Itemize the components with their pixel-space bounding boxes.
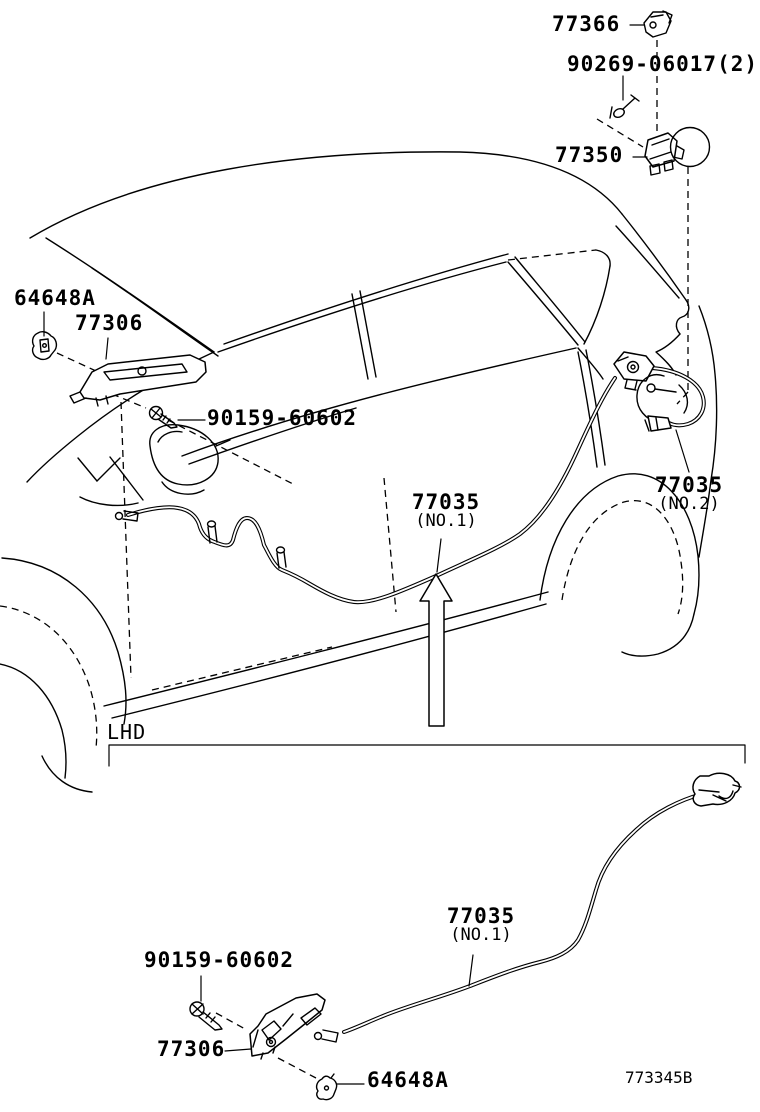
opener-handle-77306-top xyxy=(70,355,206,406)
leader-lines xyxy=(44,25,689,1084)
callout-90269-06017: 90269-06017(2) xyxy=(567,52,759,76)
lock-pin xyxy=(647,384,676,392)
diagram-code: 773345B xyxy=(625,1068,693,1087)
fuel-lid-lock-junction xyxy=(614,352,654,390)
part-number-qualifier: (NO.2) xyxy=(658,494,720,515)
opener-handle-77306-bottom xyxy=(250,994,325,1059)
callout-90159-bottom: 90159-60602 xyxy=(144,948,295,972)
part-number: 77035 xyxy=(411,490,481,514)
screw-90159-bottom xyxy=(190,1002,222,1030)
clip-77366 xyxy=(644,11,672,37)
callout-77035-no1-top xyxy=(390,491,502,531)
quarter-recess-arc xyxy=(679,385,687,413)
assembly-dashed-links xyxy=(57,40,688,1078)
variant-label-lhd: LHD xyxy=(107,720,147,744)
part-number-qualifier: (NO.1) xyxy=(415,511,477,532)
callout-90159-top: 90159-60602 xyxy=(207,406,358,430)
car-outline xyxy=(0,152,717,792)
callout-77306-bottom: 77306 xyxy=(157,1037,226,1061)
part-number: 77035 xyxy=(446,904,516,928)
cable-connector-end xyxy=(693,773,741,806)
quarter-recess-arc xyxy=(637,375,664,422)
screw-pin-90269 xyxy=(610,95,639,119)
clip-64648a-bottom xyxy=(317,1074,337,1100)
release-cable-no2 xyxy=(614,352,704,431)
part-number-qualifier: (NO.1) xyxy=(450,925,512,946)
fuel-lid-parts xyxy=(610,11,710,175)
side-mirror xyxy=(150,425,230,494)
callout-77035-no2 xyxy=(634,474,744,514)
callout-64648a-bottom: 64648A xyxy=(367,1068,449,1092)
lhd-bracket xyxy=(109,745,745,766)
callout-77035-no1-bottom xyxy=(426,905,536,945)
cable-end-fitting-bottom xyxy=(315,1030,339,1042)
cable-end-fitting-no2 xyxy=(645,416,671,431)
release-cable-no1-top xyxy=(116,378,616,602)
fuel-lid-lock-77350 xyxy=(645,133,684,175)
part-number: 77035 xyxy=(654,473,724,497)
callout-77350: 77350 xyxy=(555,143,624,167)
callout-77306-top: 77306 xyxy=(75,311,144,335)
callout-64648a-top: 64648A xyxy=(14,286,96,310)
opener-handle-parts-top xyxy=(33,332,206,428)
callout-77366: 77366 xyxy=(552,12,621,36)
cable-clip xyxy=(277,547,287,568)
cable-location-arrow xyxy=(420,574,452,726)
